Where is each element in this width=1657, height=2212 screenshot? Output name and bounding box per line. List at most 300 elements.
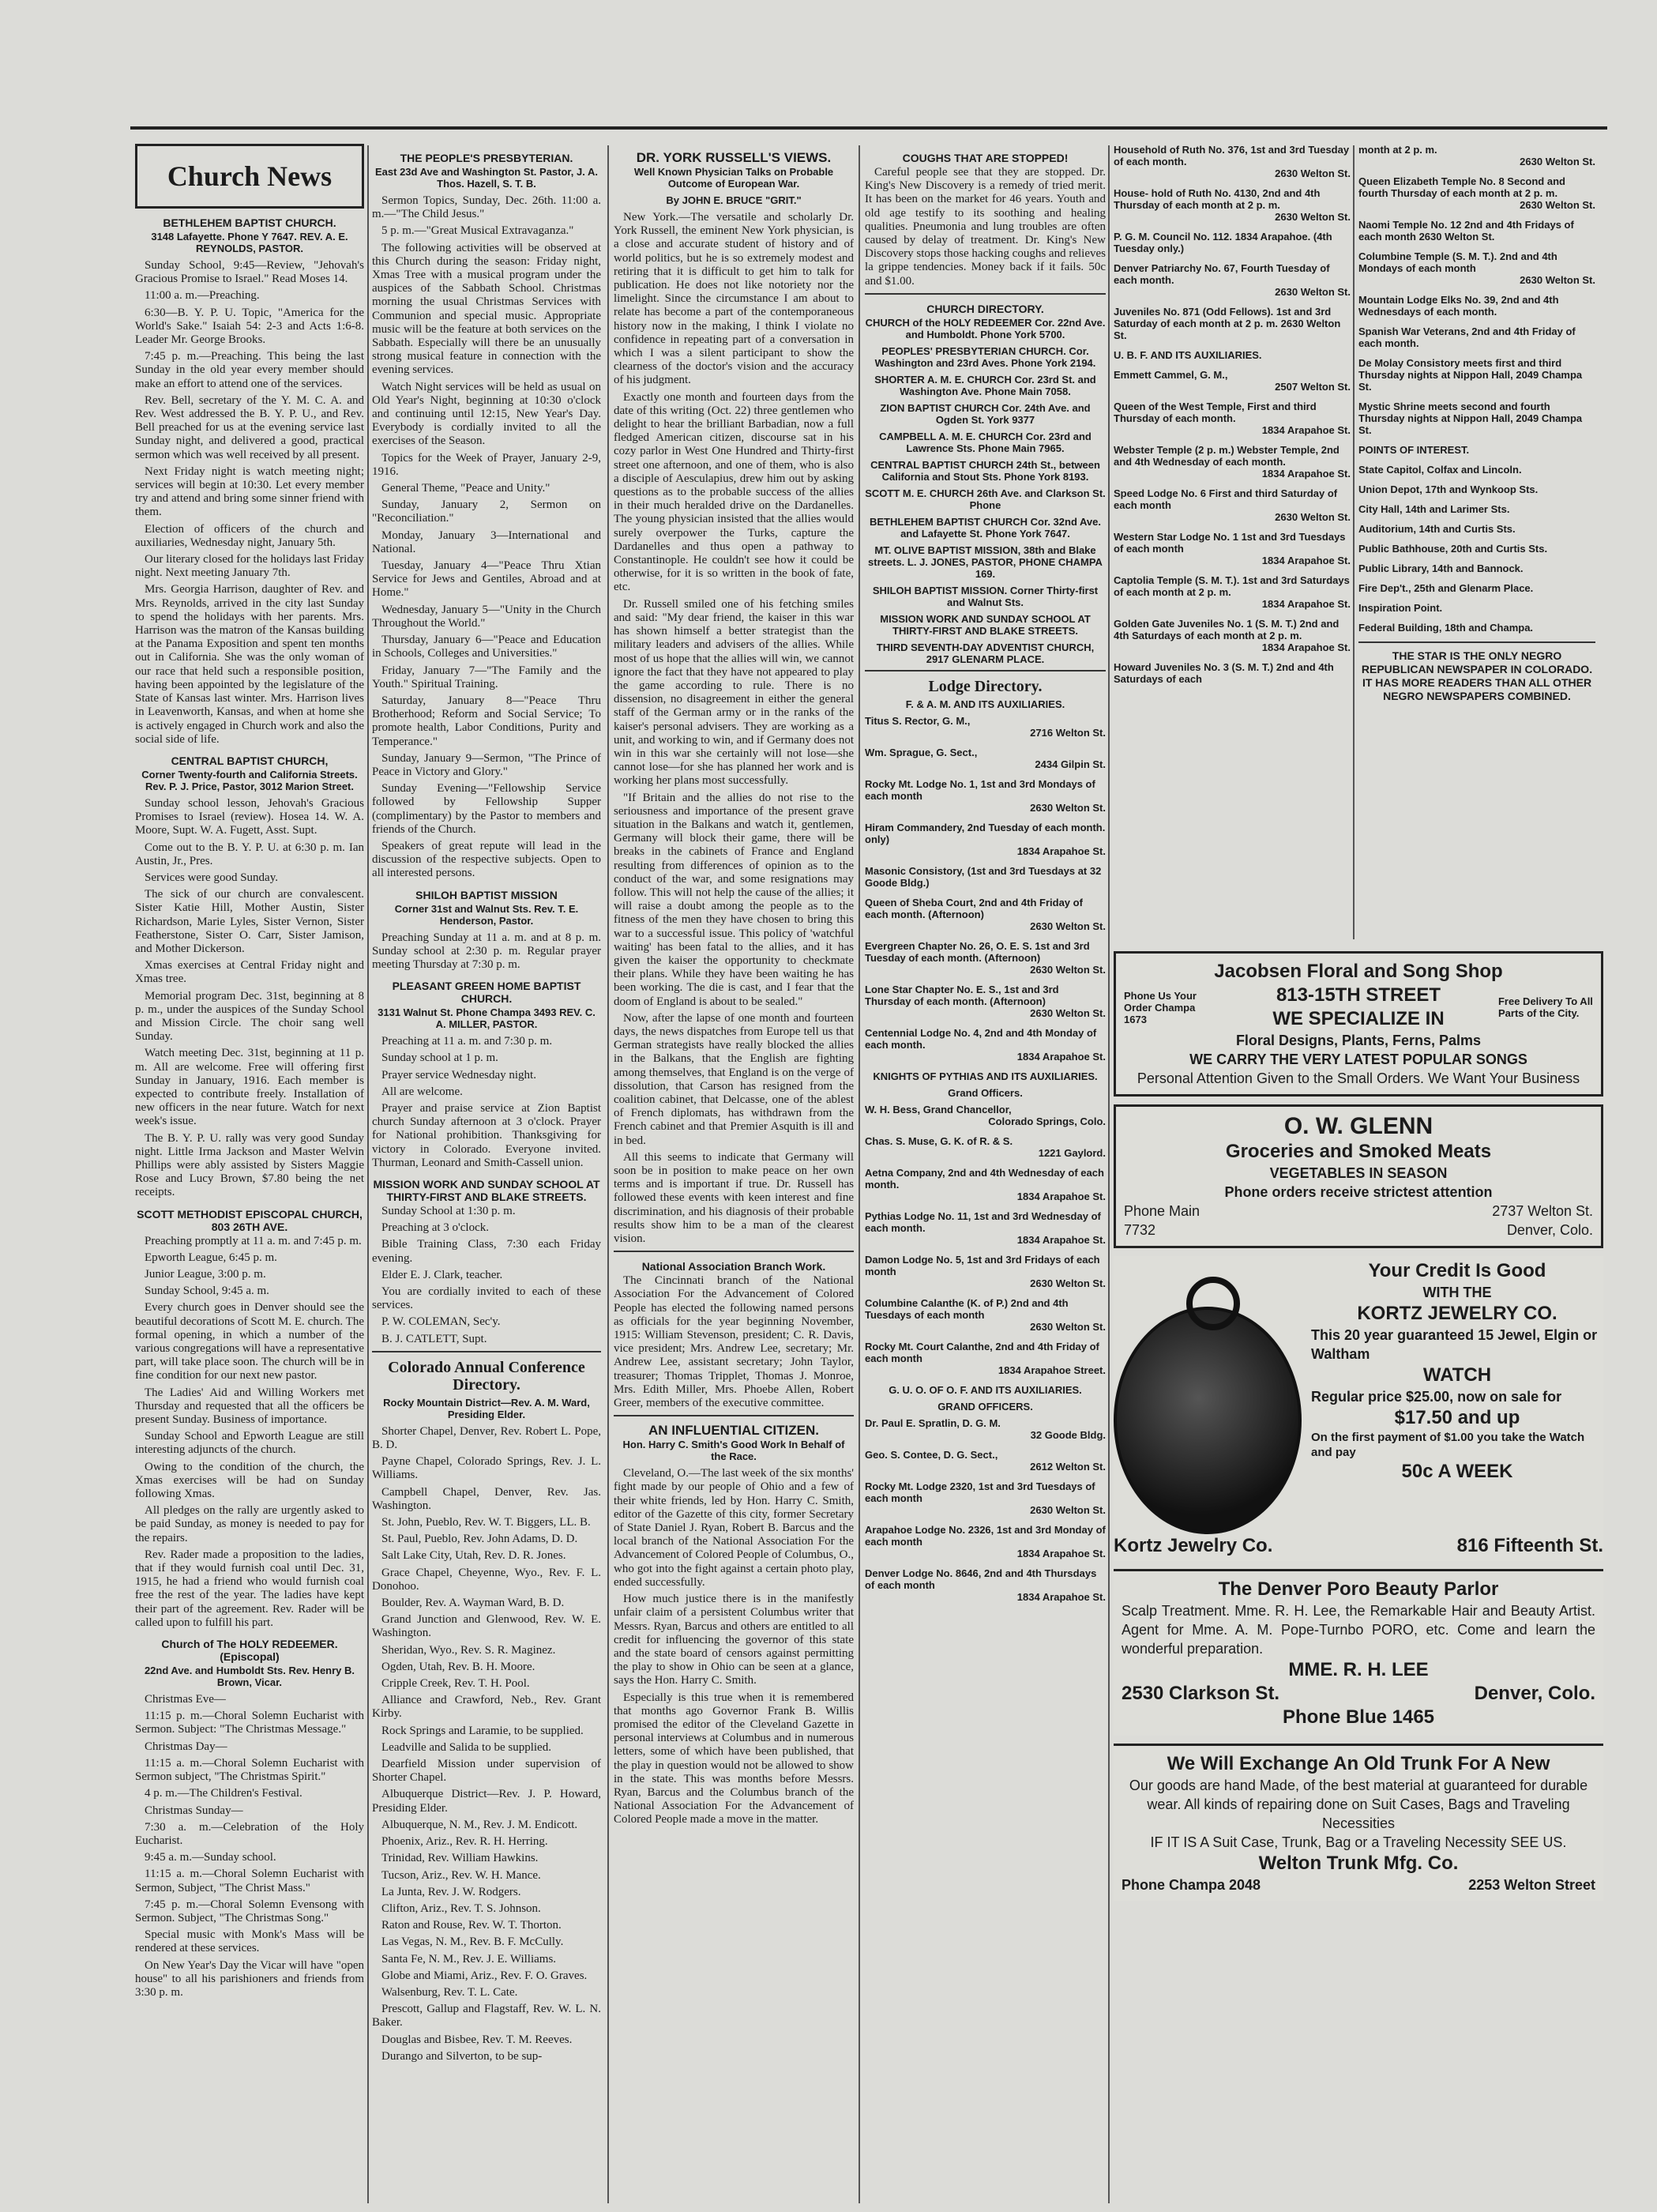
- paragraph: Sunday school at 1 p. m.: [381, 1051, 498, 1065]
- lodge-entry: [1114, 144, 1351, 179]
- paragraph: Douglas and Bisbee, Rev. T. M. Reeves.: [381, 2033, 573, 2046]
- lodge-name: Denver Patriarchy No. 67, Fourth Tuesday of each month.: [1114, 262, 1330, 286]
- ad-text: 2737 Welton St.: [1492, 1203, 1593, 1219]
- pocket-watch-icon: [1114, 1307, 1302, 1534]
- lodge-entry: [1358, 175, 1595, 211]
- lodge-entry: [865, 1417, 1106, 1441]
- lodge-address: 2630 Welton St.: [1275, 286, 1351, 298]
- paragraph: Sunday, January 2, Sermon on "Reconciliation.": [372, 498, 601, 525]
- paragraph: Payne Chapel, Colorado Springs, Rev. J. L. Williams.: [372, 1455, 601, 1482]
- poro-ad: [1114, 1569, 1603, 1736]
- lodge-list: [1358, 144, 1595, 634]
- directory-subheading: F. & A. M. AND ITS AUXILIARIES.: [905, 698, 1065, 710]
- lodge-address: 1834 Arapahoe St.: [1016, 1233, 1106, 1246]
- lodge-entry: [865, 778, 1106, 814]
- lodge-name: Howard Juveniles No. 3 (S. M. T.) 2nd and 4th Saturdays of each: [1114, 661, 1334, 685]
- article-body: [372, 1035, 601, 1170]
- lodge-address: 2630 Welton St.: [1030, 801, 1106, 814]
- divider: [1358, 641, 1595, 643]
- paragraph: Speakers of great repute will lead in the discussion of the respective subjects. Open to all interested persons.: [372, 839, 601, 880]
- paragraph: Durango and Silverton, to be sup-: [381, 2049, 543, 2063]
- paragraph: Mrs. Georgia Harrison, daughter of Rev. and Mrs. Reynolds, arrived in the city last Sunday to spend the holidays with her parents. Mrs. Harrison was the matron of the Kansas building at the Panama Exposition and spent ten months out in California. She was the only woman of our race that held such a responsible position, having been appointed by the legislature of the State of Kansas last winter. Mrs. Harrison lives in Leavenworth, Kansas, and when at home she is actively engaged in Church work and also the social side of life.: [135, 583, 364, 746]
- lodge-entry: [865, 984, 1106, 1019]
- lodge-entry: [1358, 543, 1595, 555]
- article-subheading: Rocky Mountain District—Rev. A. M. Ward, Presiding Elder.: [383, 1396, 590, 1420]
- column-rule: [607, 145, 609, 2203]
- lodge-address: 2630 Welton St.: [1520, 199, 1595, 211]
- ad-text: Phone Champa 2048: [1122, 1877, 1261, 1893]
- paragraph: Rev. Rader made a proposition to the ladies, that if they would furnish coal until Dec. 31, 1915, he had a friend who would furnish coal free the rest of the year. The ladies have kept their part of the agreement. Rev. Rader will be called upon to fulfill his part.: [135, 1548, 364, 1629]
- lodge-address: 2612 Welton St.: [1030, 1460, 1106, 1473]
- column-3: [614, 144, 854, 2203]
- lodge-name: Damon Lodge No. 5, 1st and 3rd Fridays of each month: [865, 1253, 1100, 1277]
- paragraph: Especially is this true when it is remembered that months ago Governor Frank B. Willis promised the editor of the Cleveland Gazette in personal interviews at Columbus and in numerous letters, some of which have been published, that the play in question would not be allowed to show in the state. This was months before Messrs. Ryan, Barcus and the Columbus branch of the National Association For the Advancement of Colored People made a move in the matter.: [614, 1691, 854, 1826]
- lodge-address: 2630 Welton St.: [1520, 274, 1595, 286]
- article-subheading: Corner Twenty-fourth and California Streets. Rev. P. J. Price, Pastor, 3012 Marion Street.: [141, 768, 358, 792]
- lodge-entry: [1358, 602, 1595, 614]
- paragraph: The B. Y. P. U. rally was very good Sunday night. Little Irma Jackson and Master Welvin Phillips were ably assisted by Sisters Maggie Rose and Lucy Brown, $7.80 being the net receipts.: [135, 1131, 364, 1199]
- lodge-address: 2630 Welton St.: [1030, 920, 1106, 932]
- paragraph: Boulder, Rev. A. Wayman Ward, B. D.: [381, 1597, 565, 1610]
- ad-text: WE SPECIALIZE IN: [1272, 1008, 1445, 1029]
- paragraph: Sunday, January 9—Sermon, "The Prince of Peace in Victory and Glory.": [372, 751, 601, 778]
- lodge-name: Titus S. Rector, G. M.,: [865, 714, 971, 727]
- paragraph: Christmas Day—: [145, 1740, 227, 1753]
- ad-title: O. W. GLENN: [1283, 1113, 1433, 1139]
- lodge-name: Rocky Mt. Lodge 2320, 1st and 3rd Tuesdays of each month: [865, 1480, 1095, 1504]
- paragraph: Tuesday, January 4—"Peace Thru Xtian Service for Jews and Gentiles, Abroad and at Home.": [372, 559, 601, 600]
- paragraph: Albuquerque District—Rev. J. P. Howard, Presiding Elder.: [372, 1788, 601, 1815]
- lodge-name: Lone Star Chapter No. E. S., 1st and 3rd Thursday of each month. (Afternoon): [865, 983, 1059, 1007]
- lodge-name: Arapahoe Lodge No. 2326, 1st and 3rd Monday of each month: [865, 1523, 1106, 1548]
- lodge-entry: [865, 940, 1106, 976]
- paragraph: Preaching at 3 o'clock.: [381, 1221, 489, 1235]
- column-rule: [859, 145, 860, 2203]
- paragraph: All pledges on the rally are urgently asked to be paid Sunday, as money is needed to pay for the repairs.: [135, 1504, 364, 1544]
- divider: [614, 1415, 854, 1416]
- article-body: [614, 1274, 854, 1410]
- ad-text: Denver, Colo.: [1506, 1222, 1593, 1238]
- lodge-address: 2630 Welton St.: [1275, 211, 1351, 223]
- article-subheading: 22nd Ave. and Humboldt Sts. Rev. Henry B. Brown, Vicar.: [144, 1665, 355, 1689]
- lodge-address: 1834 Arapahoe St.: [1016, 1190, 1106, 1202]
- directory-entry: MT. OLIVE BAPTIST MISSION, 38th and Blake streets. L. J. JONES, PASTOR, PHONE CHAMPA 169.: [868, 544, 1103, 580]
- ad-text: Groceries and Smoked Meats: [1225, 1141, 1492, 1162]
- paragraph: Next Friday night is watch meeting night; services will begin at 10:30. Let every member try and attend and bring some sinner friend with them.: [135, 465, 364, 519]
- article-byline: By JOHN E. BRUCE "GRIT.": [666, 194, 802, 206]
- lodge-name: Federal Building, 18th and Champa.: [1358, 622, 1534, 634]
- paragraph: New York.—The versatile and scholarly Dr. York Russell, the eminent New York physician, is a close and accurate student of history and of world politics, but he is so extremely modest and retiring that it is difficult to get him to talk for publication. He does not like notoriety nor the limelight. Since the circumstance I am about to relate has become a part of the contemporaneous history now in the making, I think I violate no confidence in repeating part of a conversation in which I was a silent participant to show the clearness of the doctor's vision and the accuracy of his judgment.: [614, 211, 854, 387]
- lodge-address: 1834 Arapahoe St.: [1016, 845, 1106, 857]
- paragraph: Now, after the lapse of one month and fourteen days, the news dispatches from Europe tell us that German strategists have really blocked the allies in the Balkans, that the English are fighting among themselves, that England is on the verge of dissolution, that Carson has resigned from the coalition cabinet, that Delcasse, one of the ablest of French diplomats, has withdrawn from the French cabinet and that Premier Asquith is ill and in bed.: [614, 1011, 854, 1147]
- directory-entry: SHORTER A. M. E. CHURCH Cor. 23rd St. and Washington Ave. Phone Main 7058.: [874, 373, 1096, 397]
- paragraph: Cleveland, O.—The last week of the six months' fight made by our people of Ohio and a few of their white friends, led by Hon. Harry C. Smith, editor of the Gazette of this city, former Secretary of State Daniel J. Ryan, Robert B. Barcus and the local branch of the National Association For the Advancement of Colored People of Columbus, O., who got into the fight against a certain photo play, ended successfully.: [614, 1467, 854, 1589]
- paragraph: Watch meeting Dec. 31st, beginning at 11 p. m. All are welcome. Free will offering first Sunday in January, 1916. Each member is expected to contribute freely. Installation of new officers in the near future. Watch for next week's issue.: [135, 1047, 364, 1128]
- lodge-entry: [1114, 444, 1351, 480]
- lodge-entry: [865, 1104, 1106, 1127]
- article-body: [135, 1235, 364, 1630]
- ad-text: 2253 Welton Street: [1468, 1877, 1595, 1893]
- paragraph: Sunday School and Epworth League are still interesting adjuncts of the church.: [135, 1430, 364, 1457]
- directory-subheading: Grand Officers.: [948, 1086, 1023, 1099]
- paragraph: How much justice there is in the manifestly unfair claim of a persistent Columbus writer that Messrs. Ryan, Barcus and others are entitled to all credit for influencing the governor of this state and the state board of censors against permitting the play to show in Ohio can be seen at a glance, says the Hon. Harry C. Smith.: [614, 1593, 854, 1687]
- directory-subheading: G. U. O. OF O. F. AND ITS AUXILIARIES.: [889, 1383, 1082, 1396]
- ad-text: Phone Blue 1465: [1282, 1706, 1435, 1728]
- lodge-entry: [1358, 325, 1595, 349]
- lodge-name: Household of Ruth No. 376, 1st and 3rd Tuesday of each month.: [1114, 144, 1350, 167]
- lodge-entry: [865, 715, 1106, 739]
- lodge-name: Chas. S. Muse, G. K. of R. & S.: [865, 1134, 1013, 1147]
- paragraph: Our literary closed for the holidays last Friday night. Next meeting January 7th.: [135, 553, 364, 580]
- paragraph: 7:45 p. m.—Choral Solemn Evensong with Sermon. Subject, "The Christmas Song.": [135, 1898, 364, 1924]
- paragraph: Exactly one month and fourteen days from the date of this writing (Oct. 22) three gentlemen who delight to hear the brilliant Barbadian, now a full fledged American citizen, discourse sat in his cozy parlor in West One Hundred and Thirty-first street one afternoon, and one of them, who is also a disciple of Aesculapius, drew him out by asking questions as to the probable success of the allies in their much heralded drive on the Dardanelles. The young physician insisted that the allies would surely overpower the Turks, capture the Dardanelles and thus open a pathway to Constantinople. He couldn't see how it could be otherwise, for it is so written in the book of fate, etc.: [614, 390, 854, 594]
- lodge-entry: [865, 1341, 1106, 1376]
- ad-text: Our goods are hand Made, of the best material at guaranteed for durable wear. All kinds of repairing done on Suit Cases, Bags and Traveling Necessities: [1129, 1778, 1588, 1831]
- paragraph: Sheridan, Wyo., Rev. S. R. Maginez.: [381, 1643, 556, 1657]
- lodge-name: POINTS OF INTEREST.: [1358, 444, 1470, 456]
- lodge-entry: [1358, 250, 1595, 286]
- paragraph: Shorter Chapel, Denver, Rev. Robert L. Pope, B. D.: [372, 1424, 601, 1452]
- paragraph: Preaching Sunday at 11 a. m. and at 8 p. m. Sunday school at 2:30 p. m. Regular prayer meeting Thursday at 7:30 p. m.: [372, 931, 601, 971]
- paragraph: Sunday school lesson, Jehovah's Gracious Promises to Israel (review). Hosea 14. W. A. Moore, Supt. W. A. Fugett, Asst. Supt.: [135, 796, 364, 837]
- lodge-name: W. H. Bess, Grand Chancellor,: [865, 1103, 1012, 1115]
- lodge-address: 1834 Arapahoe St.: [1261, 641, 1351, 653]
- lodge-address: 1834 Arapahoe St.: [1016, 1590, 1106, 1603]
- lodge-entry: [865, 897, 1106, 932]
- article-heading: THE PEOPLE'S PRESBYTERIAN.: [400, 152, 573, 164]
- ad-text: WATCH: [1422, 1364, 1492, 1386]
- divider: [614, 1251, 854, 1252]
- paragraph: 9:45 a. m.—Sunday school.: [145, 1851, 276, 1864]
- lodge-name: Masonic Consistory, (1st and 3rd Tuesdays at 32 Goode Bldg.): [865, 864, 1102, 889]
- lodge-name: Dr. Paul E. Spratlin, D. G. M.: [865, 1416, 1001, 1429]
- lodge-address: 1834 Arapahoe St.: [1016, 1050, 1106, 1063]
- lodge-entry: [865, 1567, 1106, 1603]
- paragraph: Come out to the B. Y. P. U. at 6:30 p. m. Ian Austin, Jr., Pres.: [135, 841, 364, 867]
- directory-entry: BETHLEHEM BAPTIST CHURCH Cor. 32nd Ave. and Lafayette St. Phone York 7647.: [869, 515, 1101, 540]
- directory-subheading: KNIGHTS OF PYTHIAS AND ITS AUXILIARIES.: [873, 1070, 1098, 1082]
- lodge-entry: [1358, 219, 1595, 243]
- article-heading: BETHLEHEM BAPTIST CHURCH.: [163, 216, 336, 229]
- paragraph: 6:30—B. Y. P. U. Topic, "America for the World's Sake." Isaiah 54: 2-3 and Acts 1:6-8. Leader Mr. George Brooks.: [135, 306, 364, 347]
- paragraph: Owing to the condition of the church, the Xmas exercises will be had on Sunday following Xmas.: [135, 1460, 364, 1501]
- ad-text: 7732: [1124, 1222, 1156, 1238]
- lodge-entry: [1358, 523, 1595, 535]
- lodge-name: Rocky Mt. Court Calanthe, 2nd and 4th Friday of each month: [865, 1340, 1099, 1364]
- church-directory: [865, 317, 1106, 665]
- paragraph: Clifton, Ariz., Rev. T. S. Johnson.: [381, 1902, 541, 1915]
- page-frame: [130, 126, 1607, 2203]
- paragraph: Monday, January 3—International and National.: [372, 529, 601, 555]
- lodge-name: Emmett Cammel, G. M.,: [1114, 369, 1228, 381]
- directory-entry: PEOPLES' PRESBYTERIAN CHURCH. Cor. Washington and 23rd Aves. Phone York 2194.: [874, 344, 1096, 369]
- lodge-list: [865, 715, 1106, 1063]
- lodge-name: Rocky Mt. Lodge No. 1, 1st and 3rd Mondays of each month: [865, 777, 1095, 802]
- paragraph: Prayer and praise service at Zion Baptist church Sunday afternoon at 3 o'clock. Prayer for National prohibition. Thanksgiving for victory in Colorado. Everyone invited. Thurman, Leonard and Smith-Cassell union.: [372, 1101, 601, 1169]
- ad-text: Regular price $25.00, now on sale for: [1311, 1389, 1562, 1405]
- paragraph: 5 p. m.—"Great Musical Extravaganza.": [381, 224, 574, 238]
- lodge-name: Webster Temple (2 p. m.) Webster Temple, 2nd and 4th Wednesday of each month.: [1114, 444, 1340, 468]
- column-rule: [1353, 145, 1355, 939]
- lodge-name: U. B. F. AND ITS AUXILIARIES.: [1114, 349, 1262, 361]
- paragraph: Saturday, January 8—"Peace Thru Brotherhood; Reform and Social Service; To promote health, Labor Conditions, Purity and Temperance.": [372, 694, 601, 748]
- lodge-entry: [1358, 503, 1595, 515]
- lodge-name: House- hold of Ruth No. 4130, 2nd and 4th Thursday of each month at 2 p. m.: [1114, 187, 1321, 211]
- ad-text: This 20 year guaranteed 15 Jewel, Elgin or Waltham: [1311, 1327, 1598, 1362]
- article-body: [135, 259, 364, 747]
- lodge-entry: [1114, 262, 1351, 298]
- divider: [372, 1351, 601, 1352]
- paragraph: Careful people see that they are stopped. Dr. King's New Discovery is a remedy of tried merit. It has been on the market for 46 years. Youth and old age testify to its soothing and healing qualities. Pneumonia and lung troubles are often caused by delay of treatment. Dr. King's New Discovery stops those hacking coughs and relieves la grippe tendencies. Money back if it fails. 50c and $1.00.: [865, 166, 1106, 288]
- directory-entry: MISSION WORK AND SUNDAY SCHOOL AT THIRTY-FIRST AND BLAKE STREETS.: [880, 612, 1091, 637]
- lodge-name: Aetna Company, 2nd and 4th Wednesday of each month.: [865, 1166, 1104, 1191]
- lodge-name: Spanish War Veterans, 2nd and 4th Friday of each month.: [1358, 325, 1576, 349]
- lodge-name: Auditorium, 14th and Curtis Sts.: [1358, 523, 1516, 535]
- paragraph: Globe and Miami, Ariz., Rev. F. O. Graves.: [381, 1969, 588, 1982]
- paragraph: Preaching at 11 a. m. and 7:30 p. m.: [381, 1035, 553, 1048]
- lodge-name: City Hall, 14th and Larimer Sts.: [1358, 503, 1510, 515]
- lodge-entry: [1358, 622, 1595, 634]
- paragraph: "If Britain and the allies do not rise to the seriousness and importance of the present grave situation in the Balkans and watch it, gentlemen, Germany will block their game, there will be breaks in the cabinets of France and England resulting from differences of opinion as to the conduct of the war, and some resignations may follow. This will not help the cause of the allies; it will raise a doubt among the people as to the fitness of the men they have chosen to bring this war to a successful issue. This policy of 'watchful waiting' has been fatal to the allies, and it has given the kaiser the opportunity to checkmate their plans. While they have been waiting he has been working. The die is cast, and I fear that the doom of England is about to be sealed.": [614, 791, 854, 1008]
- paragraph: Christmas Sunday—: [145, 1804, 243, 1817]
- lodge-name: Fire Dep't., 25th and Glenarm Place.: [1358, 582, 1534, 594]
- paragraph: Prayer service Wednesday night.: [381, 1068, 536, 1082]
- lodge-name: Captolia Temple (S. M. T.). 1st and 3rd Saturdays of each month at 2 p. m.: [1114, 574, 1350, 598]
- lodge-entry: [865, 1297, 1106, 1333]
- lodge-entry: [865, 822, 1106, 857]
- lodge-name: Evergreen Chapter No. 26, O. E. S. 1st and 3rd Tuesday of each month. (Afternoon): [865, 939, 1090, 964]
- lodge-entry: [865, 1480, 1106, 1516]
- paragraph: Thursday, January 6—"Peace and Education in Schools, Colleges and Universities.": [372, 634, 601, 660]
- paragraph: Friday, January 7—"The Family and the Youth." Spiritual Training.: [372, 664, 601, 690]
- ad-text: WITH THE: [1422, 1285, 1492, 1300]
- paragraph: 7:30 a. m.—Celebration of the Holy Eucharist.: [135, 1820, 364, 1847]
- article-body: [614, 1467, 854, 1826]
- ad-text: KORTZ JEWELRY CO.: [1357, 1303, 1557, 1324]
- lodge-name: Geo. S. Contee, D. G. Sect.,: [865, 1448, 998, 1461]
- lodge-entry: [1358, 483, 1595, 495]
- paragraph: Sunday Evening—"Fellowship Service followed by Fellowship Supper (complimentary) by the Pastor to members and friends of the Church.: [372, 782, 601, 836]
- paragraph: Alliance and Crawford, Neb., Rev. Grant Kirby.: [372, 1694, 601, 1721]
- article-body: [372, 194, 601, 881]
- lodge-entry: [865, 1167, 1106, 1202]
- lodge-entry: [1358, 444, 1595, 456]
- lodge-entry: [1114, 618, 1351, 653]
- ad-text: $17.50 and up: [1394, 1407, 1520, 1428]
- kortz-ad: [1114, 1256, 1603, 1561]
- trunk-ad: [1114, 1744, 1603, 1901]
- lodge-entry: [865, 1524, 1106, 1559]
- article-subheading: 3131 Walnut St. Phone Champa 3493 REV. C. A. MILLER, PASTOR.: [378, 1006, 596, 1031]
- paragraph: Prescott, Gallup and Flagstaff, Rev. W. L. N. Baker.: [372, 2003, 601, 2030]
- paragraph: Santa Fe, N. M., Rev. J. E. Williams.: [381, 1952, 557, 1966]
- ad-text: Kortz Jewelry Co.: [1114, 1535, 1273, 1556]
- article-body: [135, 797, 364, 1200]
- lodge-address: 1834 Arapahoe St.: [1261, 598, 1351, 610]
- paragraph: Leadville and Salida to be supplied.: [381, 1740, 551, 1754]
- lodge-address: Colorado Springs, Colo.: [988, 1115, 1106, 1127]
- ad-text: Personal Attention Given to the Small Orders. We Want Your Business: [1137, 1070, 1580, 1086]
- ad-text: WE CARRY THE VERY LATEST POPULAR SONGS: [1189, 1051, 1527, 1067]
- lodge-entry: [865, 1027, 1106, 1063]
- lodge-entry: [1114, 306, 1351, 341]
- paragraph: Dearfield Mission under supervision of Shorter Chapel.: [372, 1758, 601, 1785]
- paragraph: Bible Training Class, 7:30 each Friday evening.: [372, 1238, 601, 1265]
- paragraph: All are welcome.: [381, 1085, 463, 1098]
- lodge-address: 2630 Welton St.: [1275, 167, 1351, 179]
- paragraph: Ogden, Utah, Rev. B. H. Moore.: [381, 1660, 535, 1673]
- paragraph: Phoenix, Ariz., Rev. R. H. Herring.: [381, 1835, 548, 1849]
- paragraph: Walsenburg, Rev. T. L. Cate.: [381, 1985, 518, 1999]
- paragraph: Raton and Rouse, Rev. W. T. Thorton.: [381, 1919, 562, 1932]
- masthead-box: [135, 144, 364, 209]
- ad-text: Floral Designs, Plants, Ferns, Palms: [1235, 1033, 1482, 1048]
- lodge-address: 1834 Arapahoe St.: [1261, 468, 1351, 480]
- ad-text: Your Credit Is Good: [1368, 1260, 1546, 1281]
- star-notice: THE STAR IS THE ONLY NEGRO REPUBLICAN NEWSPAPER IN COLORADO. IT HAS MORE READERS THAN ALL OTHER NEGRO NEWSPAPERS COMBINED.: [1361, 649, 1593, 702]
- paragraph: On New Year's Day the Vicar will have "open house" to all his parishioners and friends from 3:30 p. m.: [135, 1958, 364, 1999]
- lodge-address: 2630 Welton St.: [1030, 1503, 1106, 1516]
- paragraph: Preaching promptly at 11 a. m. and 7:45 p. m.: [145, 1234, 362, 1247]
- lodge-entry: [1358, 562, 1595, 574]
- paragraph: B. J. CATLETT, Supt.: [381, 1332, 487, 1345]
- paragraph: Christmas Eve—: [145, 1693, 226, 1706]
- paragraph: Tucson, Ariz., Rev. W. H. Mance.: [381, 1868, 541, 1882]
- paragraph: Watch Night services will be held as usual on Old Year's Night, beginning at 10:30 o'clock and continuing until 12:15, New Year's Day. Everybody is cordially invited to all the exercises of the Season.: [372, 380, 601, 448]
- ad-text: 816 Fifteenth St.: [1456, 1535, 1603, 1556]
- lodge-entry: [865, 1449, 1106, 1473]
- lodge-address: 2630 Welton St.: [1030, 1320, 1106, 1333]
- lodge-entry: [1114, 349, 1351, 361]
- lodge-name: Western Star Lodge No. 1 1st and 3rd Tuesdays of each month: [1114, 531, 1346, 555]
- directory-entry: ZION BAPTIST CHURCH Cor. 24th Ave. and Ogden St. York 9377: [880, 401, 1091, 426]
- paragraph: Sermon Topics, Sunday, Dec. 26th. 11:00 a. m.—"The Child Jesus.": [372, 194, 601, 221]
- lodge-name: Naomi Temple No. 12 2nd and 4th Fridays of each month 2630 Welton St.: [1358, 219, 1574, 243]
- paragraph: The Cincinnati branch of the National Association For the Advancement of Colored People has elected the following named persons as officials for the year beginning November, 1915: William Stevenson, president; C. R. Davis, vice president; Mrs. Andrew Lee, secretary; Mr. Andrew Lee, assistant secretary; John Taylor, treasurer; Thomas Tripplet, Thomas J. Monroe, Mrs. Edith Miller, Mrs. Phoebe Allen, Robert Greer, members of the executive committee.: [614, 1274, 854, 1410]
- directory-entry: SCOTT M. E. CHURCH 26th Ave. and Clarkson St. Phone: [865, 487, 1106, 511]
- paragraph: The sick of our church are convalescent. Sister Katie Hill, Mother Austin, Sister Richardson, Marie Lyles, Sister Vernon, Sister Featherstone, Sister O. Carr, Sister Jamison, and Mother Dickerson.: [135, 888, 364, 955]
- article-subheading: Well Known Physician Talks on Probable Outcome of European War.: [633, 166, 834, 190]
- paragraph: Albuquerque, N. M., Rev. J. M. Endicott.: [381, 1818, 578, 1831]
- paragraph: The Ladies' Aid and Willing Workers met Thursday and requested that all the officers be present Sunday. Business of importance.: [135, 1386, 364, 1427]
- article-heading: DR. YORK RUSSELL'S VIEWS.: [636, 150, 832, 165]
- lodge-name: Queen of Sheba Court, 2nd and 4th Friday of each month. (Afternoon): [865, 896, 1083, 920]
- paragraph: 7:45 p. m.—Preaching. This being the last Sunday in the old year every member should make an effort to attend one of the services.: [135, 350, 364, 390]
- paragraph: La Junta, Rev. J. W. Rodgers.: [381, 1885, 521, 1898]
- lodge-list: [1114, 144, 1351, 685]
- lodge-address: 2630 Welton St.: [1520, 156, 1595, 167]
- masthead-title: Church News: [167, 160, 333, 192]
- glenn-ad: [1114, 1104, 1603, 1248]
- lodge-address: 1221 Gaylord.: [1038, 1146, 1106, 1159]
- ad-text: Phone orders receive strictest attention: [1224, 1184, 1493, 1200]
- article-body: [614, 211, 854, 1246]
- ad-text: 50c A WEEK: [1401, 1461, 1513, 1482]
- paragraph: The following activities will be observed at this Church during the season: Friday night, Xmas Tree with a musical program under the auspices of the Sabbath School. Christmas morning the usual Christmas Services with Communion and special music. Appropriate music will be the feature at both services on the Sabbath. Especially will there be an unusually strong musical feature in connection with the evening services.: [372, 241, 601, 377]
- lodge-entry: [1114, 531, 1351, 566]
- article-body: [135, 1693, 364, 1999]
- lodge-name: Wm. Sprague, G. Sect.,: [865, 746, 978, 758]
- lodge-entry: [1358, 582, 1595, 594]
- lodge-entry: [1358, 144, 1595, 167]
- ad-text: IF IT IS A Suit Case, Trunk, Bag or a Traveling Necessity SEE US.: [1150, 1834, 1567, 1850]
- article-subheading: Hon. Harry C. Smith's Good Work In Behalf of the Race.: [622, 1439, 845, 1463]
- column-rule: [1108, 145, 1110, 2203]
- lodge-address: 2630 Welton St.: [1030, 1277, 1106, 1289]
- lodge-name: P. G. M. Council No. 112. 1834 Arapahoe. (4th Tuesday only.): [1114, 231, 1332, 254]
- lodge-entry: [1114, 574, 1351, 610]
- paragraph: Xmas exercises at Central Friday night and Xmas tree.: [135, 959, 364, 986]
- lodge-entry: [1358, 357, 1595, 393]
- lodge-entry: [1114, 231, 1351, 254]
- lodge-name: Mountain Lodge Elks No. 39, 2nd and 4th Wednesdays of each month.: [1358, 294, 1559, 318]
- directory-entry: CAMPBELL A. M. E. CHURCH Cor. 23rd and Lawrence Sts. Phone Main 7965.: [879, 430, 1092, 454]
- lodge-address: 2434 Gilpin St.: [1035, 758, 1106, 770]
- paragraph: Dr. Russell smiled one of his fetching smiles and said: "My dear friend, the kaiser in this war has shown himself a better strategist than the military leaders and advisers of the allies. While most of us hope that the allies will win, we cannot ignore the fact that they have not appeared to play the game according to rule. There is no dissension, no disagreement in either the general staff of the German army or in the ranks of the kaiser's personal advisers. They are working as a unit, and working to win, and if Germany does not win in this war she certainly will not lose—she cannot lose—for she has planned her work and is working her plans most successfully.: [614, 597, 854, 788]
- lodge-entry: [1114, 187, 1351, 223]
- paragraph: Wednesday, January 5—"Unity in the Church Throughout the World.": [372, 603, 601, 630]
- lodge-address: 2630 Welton St.: [1030, 963, 1106, 976]
- article-heading: COUGHS THAT ARE STOPPED!: [902, 152, 1069, 164]
- paragraph: Campbell Chapel, Denver, Rev. Jas. Washington.: [372, 1485, 601, 1512]
- paragraph: Memorial program Dec. 31st, beginning at 8 p. m., under the auspices of the Sunday School and Mission Circle. The choir sang well Sunday.: [135, 989, 364, 1044]
- article-body: [865, 166, 1106, 288]
- lodge-address: 1834 Arapahoe St.: [1261, 555, 1351, 566]
- paragraph: General Theme, "Peace and Unity.": [381, 482, 550, 495]
- directory-entry: SHILOH BAPTIST MISSION. Corner Thirty-first and Walnut Sts.: [872, 584, 1099, 608]
- lodge-entry: [865, 1210, 1106, 1246]
- lodge-entry: [1114, 661, 1351, 685]
- lodge-entry: [1358, 464, 1595, 476]
- lodge-name: Queen of the West Temple, First and third Thursday of each month.: [1114, 401, 1317, 424]
- divider: [865, 293, 1106, 295]
- lodge-name: Columbine Temple (S. M. T.). 2nd and 4th Mondays of each month: [1358, 250, 1557, 274]
- paragraph: Grand Junction and Glenwood, Rev. W. E. Washington.: [372, 1613, 601, 1640]
- lodge-address: 1834 Arapahoe St.: [1261, 424, 1351, 436]
- paragraph: Special music with Monk's Mass will be rendered at these services.: [135, 1928, 364, 1955]
- lodge-name: Union Depot, 17th and Wynkoop Sts.: [1358, 483, 1539, 495]
- article-heading: National Association Branch Work.: [641, 1260, 826, 1273]
- lodge-name: Denver Lodge No. 8646, 2nd and 4th Thursdays of each month: [865, 1567, 1097, 1591]
- paragraph: Sunday School at 1:30 p. m.: [381, 1204, 516, 1217]
- lodge-address: 2716 Welton St.: [1030, 726, 1106, 739]
- directory-subheading: GRAND OFFICERS.: [937, 1400, 1033, 1413]
- paragraph: Junior League, 3:00 p. m.: [145, 1268, 266, 1281]
- article-heading: AN INFLUENTIAL CITIZEN.: [648, 1423, 819, 1439]
- ad-text: Free Delivery To All Parts of the City.: [1497, 995, 1593, 1019]
- paragraph: Epworth League, 6:45 p. m.: [145, 1251, 277, 1264]
- lodge-name: Public Library, 14th and Bannock.: [1358, 562, 1524, 574]
- lodge-entry: [1114, 369, 1351, 393]
- paragraph: Trinidad, Rev. William Hawkins.: [381, 1852, 539, 1865]
- ad-text: Denver, Colo.: [1474, 1683, 1595, 1704]
- directory-heading: CHURCH DIRECTORY.: [926, 302, 1044, 315]
- column-6: [1358, 144, 1595, 939]
- paragraph: 4 p. m.—The Children's Festival.: [145, 1787, 302, 1800]
- article-body: [372, 1205, 601, 1346]
- paragraph: All this seems to indicate that Germany will soon be in position to make peace on her own terms and is important if true. Dr. Russell has followed these events with keen interest and fine discrimination, and his diagnosis of their probable results show him to be a man of the clearest vision.: [614, 1150, 854, 1246]
- lodge-entry: [1114, 401, 1351, 436]
- ad-title: We Will Exchange An Old Trunk For A New: [1167, 1753, 1550, 1774]
- column-1: [135, 144, 364, 2203]
- paragraph: Sunday School, 9:45—Review, "Jehovah's Gracious Promise to Israel." Read Moses 14.: [135, 259, 364, 286]
- column-5: [1114, 144, 1351, 939]
- ad-title: The Denver Poro Beauty Parlor: [1218, 1578, 1499, 1600]
- paragraph: 11:15 a. m.—Choral Solemn Eucharist with Sermon, Subject, "The Christ Mass.": [135, 1868, 364, 1894]
- article-subheading: East 23d Ave and Washington St. Pastor, J. A. Thos. Hazell, S. T. B.: [375, 166, 598, 190]
- ad-text: Phone Main: [1124, 1203, 1200, 1219]
- paragraph: Elder E. J. Clark, teacher.: [381, 1268, 503, 1281]
